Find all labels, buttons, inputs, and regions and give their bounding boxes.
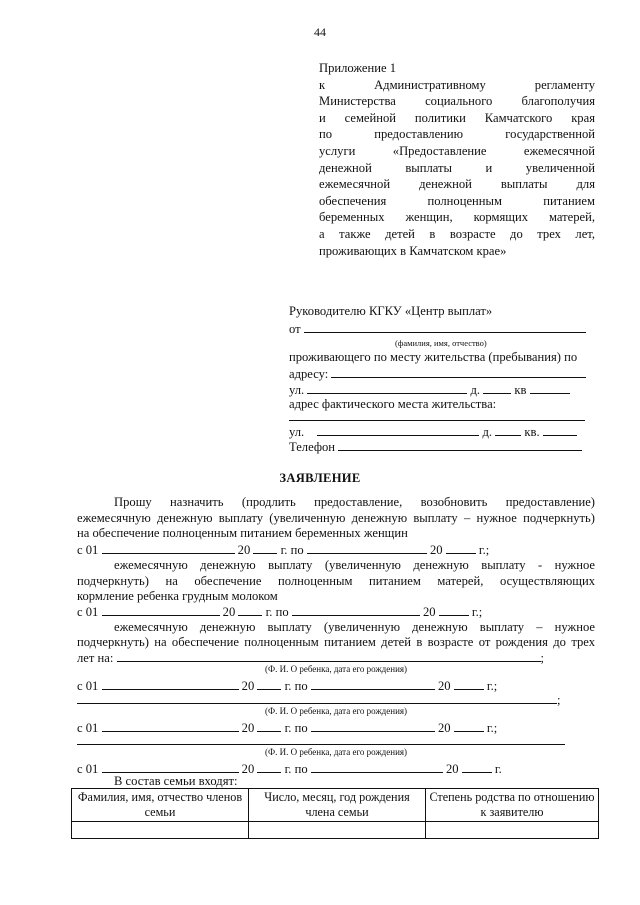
family-name-cell[interactable] (72, 822, 249, 839)
end-date-field[interactable] (311, 677, 435, 690)
actual-address-line[interactable] (289, 420, 585, 421)
child-caption-2: (Ф. И. О ребенка, дата его рождения) (264, 706, 408, 716)
year-label: 20 (422, 605, 436, 619)
end-year-field[interactable] (462, 760, 492, 773)
end-year-field[interactable] (446, 541, 476, 554)
from-01: с 01 (77, 762, 99, 776)
annex-block (319, 60, 595, 259)
until-label: г. по (265, 605, 289, 619)
end-year-field[interactable] (439, 603, 469, 616)
from-name-field[interactable] (304, 320, 586, 333)
residence-label: проживающего по месту жительства (пребывания) по (289, 350, 578, 364)
p2-line2: подчеркнуть) на обеспечение полноценным питанием матерей, осуществляющих (77, 574, 595, 588)
family-col-relation: Степень родства по отношению к заявителю (426, 789, 599, 822)
annex-line: по предоставлению государственной (319, 127, 595, 142)
start-year-field[interactable] (257, 760, 281, 773)
family-birth-cell[interactable] (249, 822, 426, 839)
from-01: с 01 (77, 605, 99, 619)
start-date-field[interactable] (102, 719, 239, 732)
p2-line3: кормление ребенка грудным молоком (77, 589, 278, 603)
annex-line: Приложение 1 (319, 61, 397, 75)
annex-line: а также детей в возрасте до трех лет, (319, 226, 595, 241)
year-end-label: г. (494, 762, 502, 776)
house2-field[interactable] (495, 423, 521, 436)
end-date-field[interactable] (292, 603, 420, 616)
page-number: 44 (314, 25, 326, 39)
p1-line1: Прошу назначить (продлить предоставление, возобновить предоставление) (114, 495, 595, 509)
p3-line1: ежемесячную денежную выплату (увеличенную денежную выплату – нужное (114, 620, 595, 634)
annex-line: ежемесячной денежной выплаты для (319, 177, 595, 192)
end-date-field[interactable] (307, 541, 427, 554)
start-date-field[interactable] (102, 603, 220, 616)
semicolon: ; (540, 651, 545, 665)
date-row-2 (77, 603, 595, 621)
street2-label: ул. (289, 425, 305, 439)
family-col-birth: Число, месяц, год рождения члена семьи (249, 789, 426, 822)
year-end-label: г.; (486, 721, 498, 735)
annex-line: услуги «Предоставление ежемесячной (319, 143, 595, 158)
annex-line: Министерства социального благополучия (319, 94, 595, 109)
year-label: 20 (437, 679, 451, 693)
street-field[interactable] (307, 381, 467, 394)
address-row (289, 365, 595, 383)
house-field[interactable] (483, 381, 511, 394)
family-relation-cell[interactable] (426, 822, 599, 839)
apt2-field[interactable] (543, 423, 577, 436)
year-end-label: г.; (471, 605, 483, 619)
year-end-label: г.; (478, 543, 490, 557)
start-date-field[interactable] (102, 541, 235, 554)
house2-label: д. (482, 425, 493, 439)
date-row-1 (77, 541, 595, 559)
from-01: с 01 (77, 543, 99, 557)
date-row-4 (77, 719, 595, 737)
phone-row (289, 438, 595, 456)
start-date-field[interactable] (102, 677, 239, 690)
p1-line2: ежемесячную денежную выплату (увеличенную денежную выплату – нужное подчеркнуть) (77, 511, 595, 525)
child-field-2[interactable] (77, 691, 557, 704)
until-label: г. по (284, 721, 308, 735)
street-label: ул. (289, 383, 305, 397)
year-label: 20 (445, 762, 459, 776)
annex-line: денежной выплаты и увеличенной (319, 160, 595, 175)
annex-line: и семейной политики Камчатского края (319, 110, 595, 125)
house-label: д. (470, 383, 481, 397)
family-table (71, 788, 599, 839)
start-date-field[interactable] (102, 760, 239, 773)
apt2-label: кв. (524, 425, 540, 439)
year-label: 20 (241, 679, 255, 693)
start-year-field[interactable] (257, 677, 281, 690)
from-01: с 01 (77, 721, 99, 735)
address-field[interactable] (331, 365, 586, 378)
end-year-field[interactable] (454, 677, 484, 690)
p3-line2: подчеркнуть) на обеспечение полноценным питанием детей в возрасте от рождения до трех (77, 635, 595, 649)
year-label: 20 (222, 605, 236, 619)
actual-address-label: адрес фактического места жительства: (289, 397, 497, 411)
start-year-field[interactable] (253, 541, 277, 554)
year-label: 20 (429, 543, 443, 557)
year-label: 20 (237, 543, 251, 557)
start-year-field[interactable] (257, 719, 281, 732)
year-label: 20 (241, 762, 255, 776)
phone-field[interactable] (338, 438, 582, 451)
until-label: г. по (280, 543, 304, 557)
child-field-1[interactable] (117, 649, 541, 662)
from-caption: (фамилия, имя, отчество) (395, 338, 487, 348)
end-date-field[interactable] (311, 760, 443, 773)
from-label: от (289, 322, 301, 336)
annex-line: обеспечения полноценным питанием (319, 193, 595, 208)
family-col-name: Фамилия, имя, отчество членов семьи (72, 789, 249, 822)
child-caption-1: (Ф. И. О ребенка, дата его рождения) (264, 664, 408, 674)
end-date-field[interactable] (311, 719, 435, 732)
from-row (289, 320, 595, 338)
semicolon: ; (557, 693, 561, 707)
end-year-field[interactable] (454, 719, 484, 732)
until-label: г. по (284, 762, 308, 776)
table-row (72, 822, 599, 839)
child-caption-3: (Ф. И. О ребенка, дата его рождения) (264, 747, 408, 757)
year-label: 20 (241, 721, 255, 735)
addressee-to: Руководителю КГКУ «Центр выплат» (289, 304, 493, 318)
address-label: адресу: (289, 367, 329, 381)
apt-field[interactable] (530, 381, 570, 394)
start-year-field[interactable] (238, 603, 262, 616)
p2-line1: ежемесячную денежную выплату (увеличенную денежную выплату - нужное (114, 558, 595, 572)
family-table-header (72, 789, 599, 822)
from-01: с 01 (77, 679, 99, 693)
annex-line: беременных женщин, кормящих матерей, (319, 210, 595, 225)
p3-line3: лет на: (77, 651, 114, 665)
p1-line3: на обеспечение полноценным питанием беременных женщин (77, 526, 408, 540)
year-label: 20 (437, 721, 451, 735)
child-field-3[interactable] (77, 744, 565, 745)
annex-line: к Административному регламенту (319, 77, 595, 92)
family-intro: В состав семьи входят: (114, 774, 238, 788)
annex-line: проживающих в Камчатском крае» (319, 243, 507, 258)
street2-field[interactable] (317, 423, 479, 436)
document-title: ЗАЯВЛЕНИЕ (279, 471, 361, 485)
apt-label: кв (514, 383, 527, 397)
until-label: г. по (284, 679, 308, 693)
year-end-label: г.; (486, 679, 498, 693)
phone-label: Телефон (289, 440, 336, 454)
